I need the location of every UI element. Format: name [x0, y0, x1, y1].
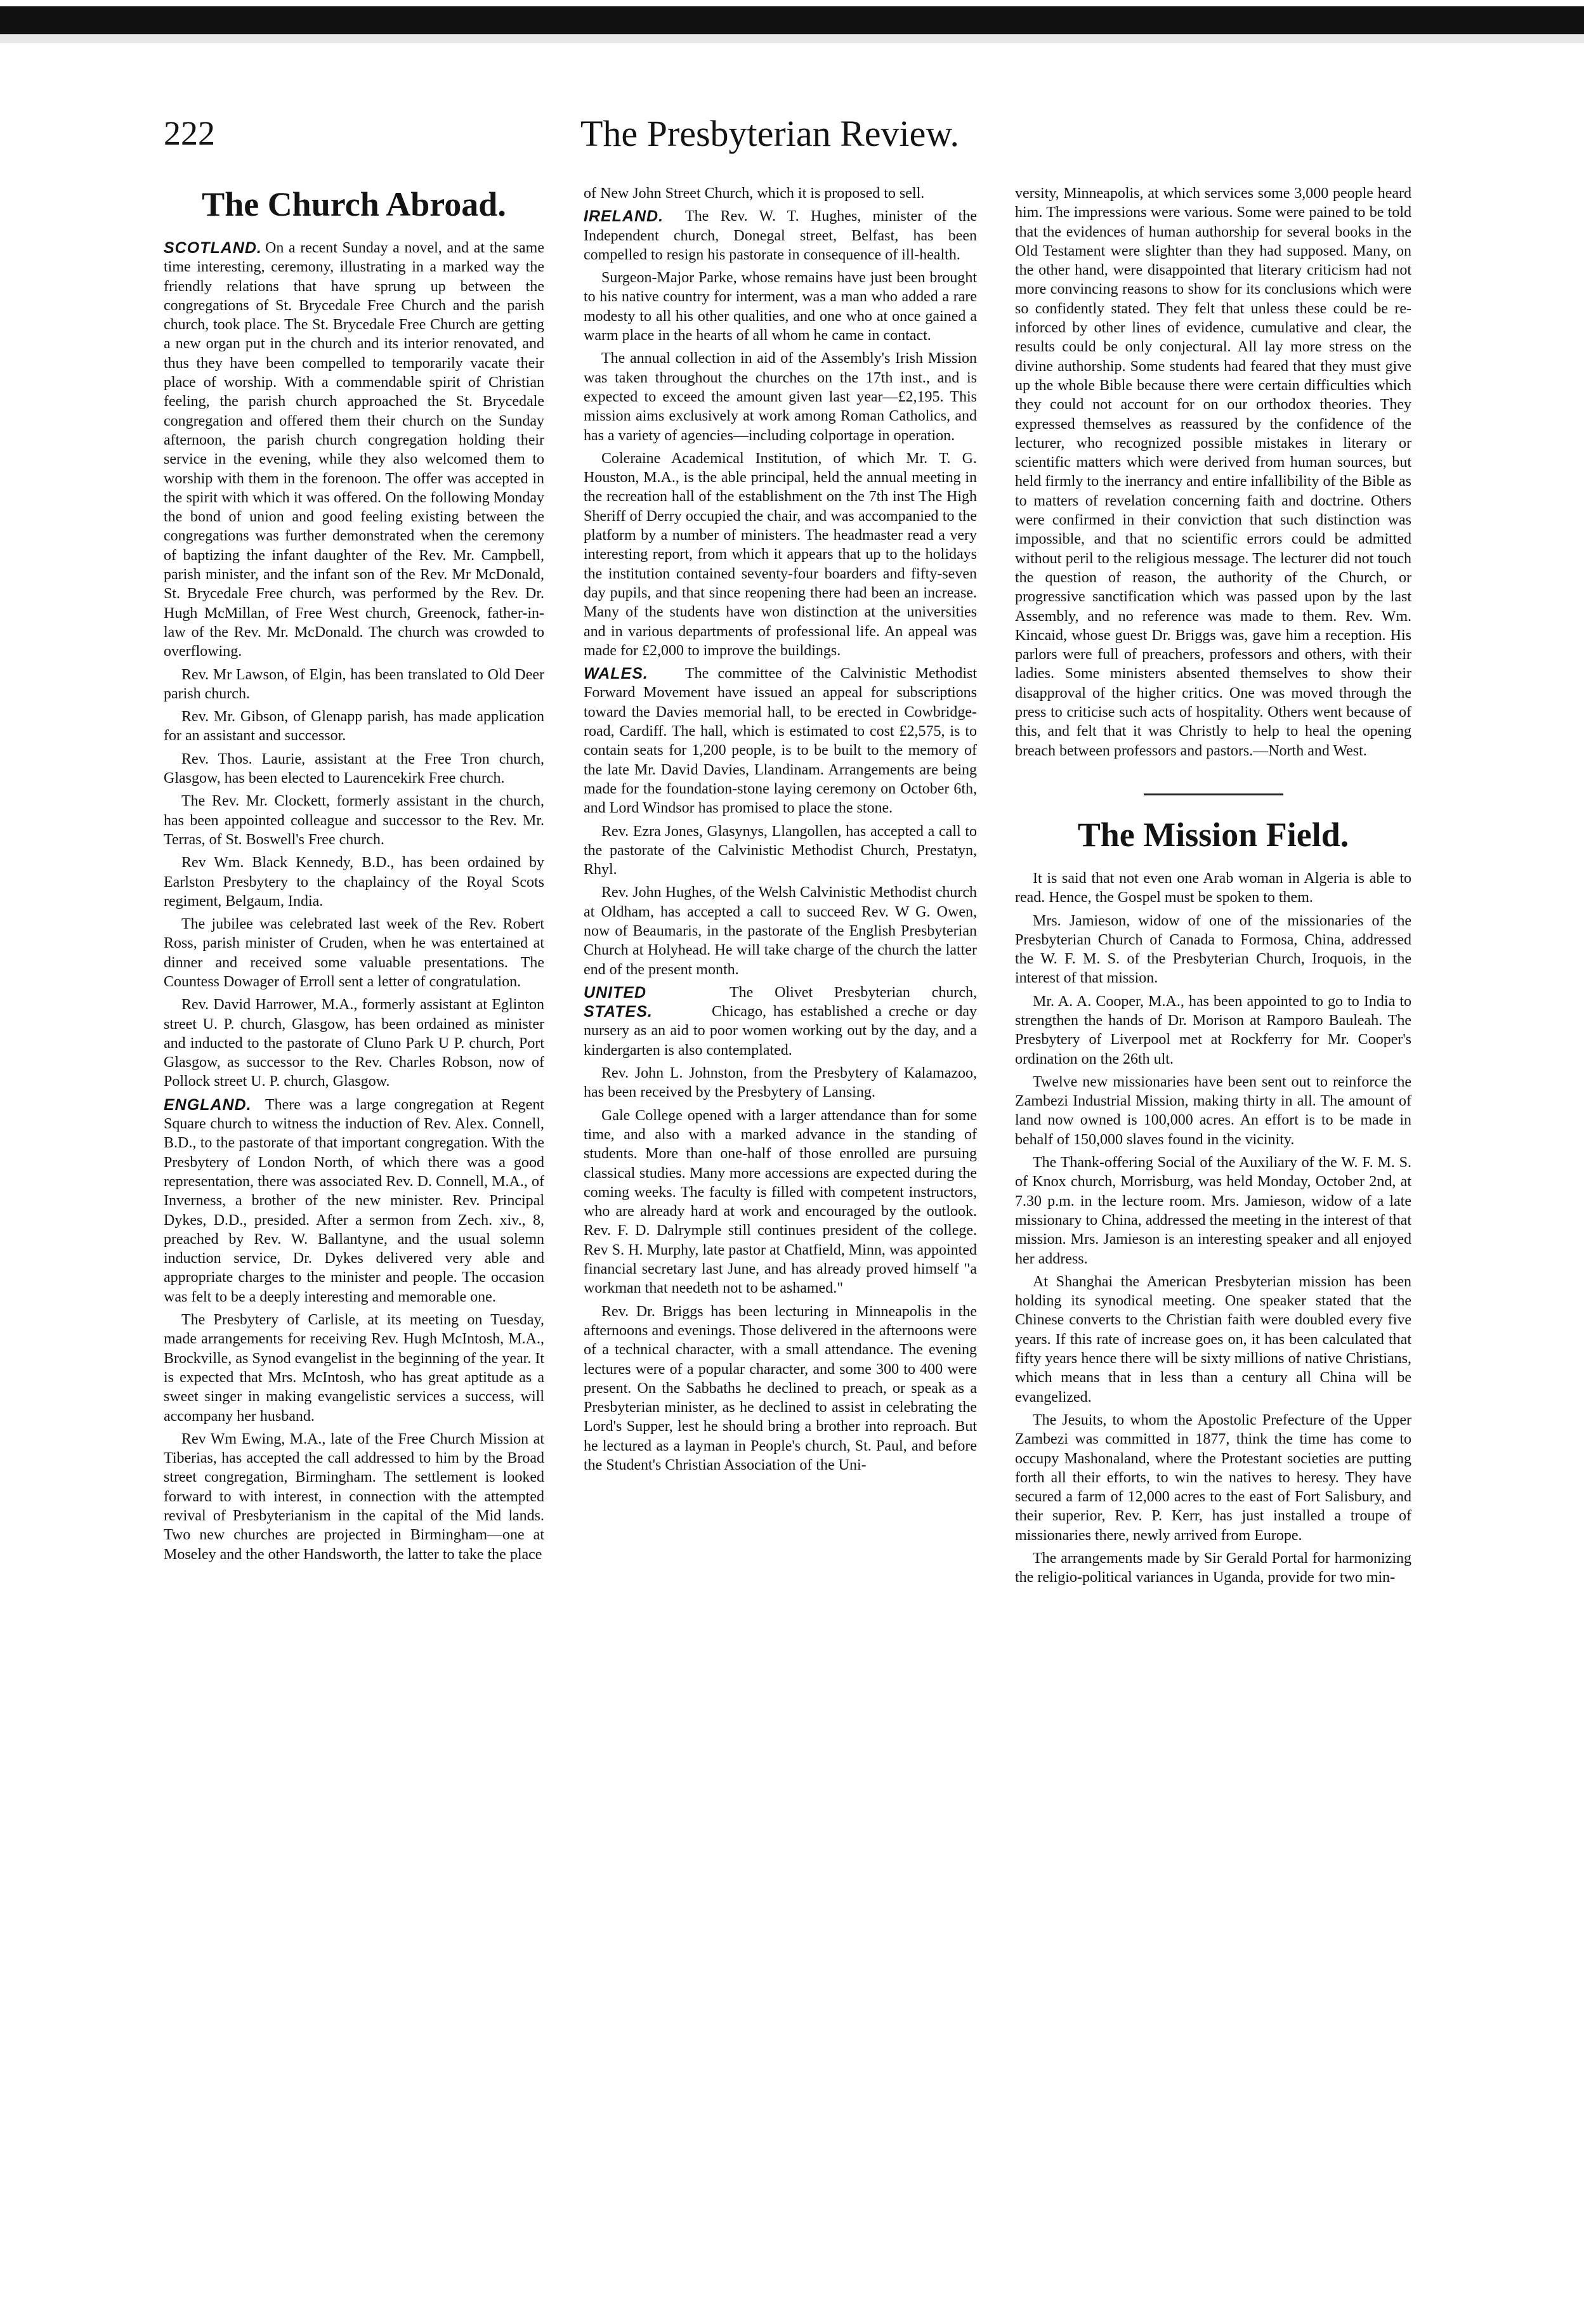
wales-para: Rev. John Hughes, of the Welsh Calvinistic Methodist church at Oldham, has accepted a call to succeed Rev. W G. Owen, now of Beaumaris, in the pastorate of the English Presbyterian Church at Holyhead. He will take charge of the church the latter end of the present month.: [584, 884, 977, 978]
mission-para: The Thank-offering Social of the Auxiliary of the W. F. M. S. of Knox church, Morrisburg, was held Monday, October 2nd, at 7.30 p.m. in the lecture room. Mrs. Jamieson, widow of a late missionary to China, addressed the meeting in the interest of that mission. Mrs. Jamieson is an interesting speaker and all enjoyed her address.: [1015, 1154, 1411, 1267]
mission-para: The Jesuits, to whom the Apostolic Prefecture of the Upper Zambezi was committed in 1877, think the time has come to occupy Mashonaland, where the Protestant societies are putting forth all their efforts, to win the natives to heresy. They have secured a farm of 12,000 acres to the east of Fort Salisbury, and their superior, Rev. P. Kerr, has just installed a troupe of missionaries there, newly arrived from Europe.: [1015, 1411, 1411, 1544]
mission-para: Mrs. Jamieson, widow of one of the missionaries of the Presbyterian Church of Canada to Formosa, China, addressed the W. F. M. S. of the Presbyterian Church, Iroquois, in the interest of that mission.: [1015, 912, 1411, 987]
running-title: The Presbyterian Review.: [580, 113, 959, 154]
column-3: [1015, 184, 1411, 1591]
mission-para: Mr. A. A. Cooper, M.A., has been appointed to go to India to strengthen the hands of Dr. Morison at Ramporo Bauleah. The Presbytery of Liverpool met at Rockferry for Mr. Cooper's ordination on the 26th ult.: [1015, 993, 1411, 1067]
scotland-label: SCOTLAND.: [164, 239, 262, 257]
mission-para: Twelve new missionaries have been sent out to reinforce the Zambezi Industrial Mission, making thirty in all. The amount of land now owned is 100,000 acres. An effort is to be made in behalf of 150,000 slaves found in the vicinity.: [1015, 1073, 1411, 1148]
scotland-para: Rev. Thos. Laurie, assistant at the Free Tron church, Glasgow, has been elected to Laurencekirk Free church.: [164, 750, 544, 787]
england-label: ENGLAND.: [164, 1095, 252, 1114]
continued-text: versity, Minneapolis, at which services some 3,000 people heard him. The impressions were various. Some were pained to be told that the evidences of human authorship for several books in the Old Testament were slighter than they had supposed. Many, on the other hand, were disappointed that literary criticism had not more convincing reasons to show for its conclusions which were so confidently stated. They felt that unless these could be re-inforced by other lines of evidence, cumulative and clear, the results could be only conjectural. All lay more stress on the divine authorship. Some students had feared that they must give up the whole Bible because there were certain difficulties which they could not account for on our orthodox theories. They expressed themselves as reassured by the confidence of the lecturer, who recognized possible mistakes in literary or scientific matters which were derived from human sources, but held firmly to the inerrancy and entire infallibility of the Bible as to matters of revelation concerning faith and doctrine. Others were confirmed in their conviction that such distinction was impossible, and that no scientific errors could be admitted without peril to the religious message. The lecturer did not touch the question of reason, the authority of the Church, or progressive sanctification which was passed upon by the last Assembly, and no reference was made to them. Rev. Wm. Kincaid, whose guest Dr. Briggs was, gave him a reception. His parlors were full of preachers, professors and others, with their ladies. Some ministers absented themselves to show their disapproval of the higher critics. One was moved through the press to criticise such acts of hospitality. Others went because of this, and felt that it was Christly to help to heal the opening breach between professors and pastors.—North and West.: [1015, 185, 1411, 759]
column-2: [584, 184, 977, 1479]
ireland-para-0: IRELAND. The Rev. W. T. Hughes, minister of the Independent church, Donegal street, Belfast, has been compelled to resign his pastorate in consequence of ill-health.: [584, 207, 977, 263]
mission-para: The arrangements made by Sir Gerald Portal for harmonizing the religio-political variances in Uganda, provide for two min-: [1015, 1550, 1411, 1586]
ireland-label: IRELAND.: [584, 207, 664, 226]
column-1: [164, 184, 544, 1568]
us-para: Rev. Dr. Briggs has been lecturing in Minneapolis in the afternoons and evenings. Those delivered in the afternoons were of a technical character, with a small attendance. The evening lectures were of a popular character, and some 300 to 400 were present. On the Sabbaths he declined to preach, or speak as a Presbyterian minister, as he declined to assist in celebrating the Lord's Supper, lest he should bring a brother into reproach. But he lectured as a layman in People's church, St. Paul, and before the Student's Christian Association of the Uni-: [584, 1303, 977, 1473]
us-para: Gale College opened with a larger attendance than for some time, and also with a marked advance in the standing of students. More than one-half of those enrolled are pursuing classical studies. Many more accessions are expected during the coming weeks. The faculty is filled with competent instructors, who are already hard at work and encouraged by the outlook. Rev. F. D. Dalrymple still continues president of the college. Rev S. H. Murphy, late pastor at Chatfield, Minn, was appointed financial secretary last June, and has already proved himself "a workman that needeth not to be ashamed.": [584, 1107, 977, 1297]
us-para: Rev. John L. Johnston, from the Presbytery of Kalamazoo, has been received by the Presbytery of Lansing.: [584, 1065, 977, 1101]
scotland-para: Rev Wm. Black Kennedy, B.D., has been ordained by Earlston Presbytery to the chaplaincy of the Royal Scots regiment, Belgaum, India.: [164, 854, 544, 910]
scan-top-border: [0, 6, 1584, 42]
ireland-para: The annual collection in aid of the Assembly's Irish Mission was taken throughout the churches on the 17th inst., and is expected to exceed the amount given last year—£2,195. This mission aims exclusively at work among Roman Catholics, and has a variety of agencies—including colportage in operation.: [584, 350, 977, 444]
us-para-0: UNITED STATES. The Olivet Presbyterian church, Chicago, has established a creche or day nursery as an aid to poor women working out by the day, and a kindergarten is also contemplated.: [584, 983, 977, 1059]
scotland-para: The jubilee was celebrated last week of the Rev. Robert Ross, parish minister of Cruden, when he was entertained at dinner and received some valuable presentations. The Countess Dowager of Erroll sent a letter of congratulation.: [164, 916, 544, 990]
ireland-para: Surgeon-Major Parke, whose remains have just been brought to his native country for interment, was a man who added a rare modesty to all his other qualities, and one who at once gained a warm place in the hearts of all whom he came in contact.: [584, 270, 977, 344]
scotland-para: Rev. Mr Lawson, of Elgin, has been translated to Old Deer parish church.: [164, 666, 544, 702]
england-para: Rev Wm Ewing, M.A., late of the Free Church Mission at Tiberias, has accepted the call addressed to him by the Broad street congregation, Birmingham. The settlement is looked forward to with interest, in connection with the attempted revival of Presbyterianism in the capital of the Mid lands. Two new churches are projected in Birmingham—one at Moseley and the other Handsworth, the latter to take the place: [164, 1430, 544, 1563]
england-para-0: ENGLAND. There was a large congregation at Regent Square church to witness the induction of Rev. Alex. Connell, B.D., to the pastorate of that important congregation. With the Presbytery of London North, of which there was a good representation, there was associated Rev. D. Connell, M.A., of Inverness, a brother of the new minister. Rev. Principal Dykes, D.D., presided. After a sermon from Zech. xiv., 8, preached by Rev. W. Ballantyne, and the usual solemn induction service, Dr. Dykes delivered very able and appropriate charges to the minister and people. The occasion was felt to be a deeply interesting and memorable one.: [164, 1095, 544, 1305]
page-number: 222: [164, 114, 215, 152]
wales-para-0: WALES. The committee of the Calvinistic Methodist Forward Movement have issued an appeal for subscriptions toward the Davies memorial hall, to be erected in Cowbridge-road, Cardiff. The hall, which is estimated to cost £2,575, is to contain seats for 1,200 people, is to be built to the memory of the late Mr. David Davies, Llandinam. Arrangements are being made for the foundation-stone laying ceremony on October 6th, and Lord Windsor has promised to place the stone.: [584, 665, 977, 817]
scotland-para: The Rev. Mr. Clockett, formerly assistant in the church, has been appointed colleague and successor to the Rev. Mr. Terras, of St. Boswell's Free church.: [164, 793, 544, 848]
ireland-para: Coleraine Academical Institution, of which Mr. T. G. Houston, M.A., is the able principal, held the annual meeting in the recreation hall of the establishment on the 7th inst The High Sheriff of Derry occupied the chair, and was accompanied to the platform by a number of ministers. The headmaster read a very interesting report, from which it appears that up to the holidays the institution contained seventy-four boarders and fifty-seven day pupils, and that since reopening there had been an increase. Many of the students have won distinction at the universities and in various departments of professional life. An appeal was made for £2,000 to improve the buildings.: [584, 450, 977, 659]
mission-field-title: The Mission Field.: [1077, 815, 1349, 854]
scotland-para: Rev. Mr. Gibson, of Glenapp parish, has made application for an assistant and successor.: [164, 708, 544, 745]
continued-text: of New John Street Church, which it is proposed to sell.: [584, 185, 925, 202]
scotland-para: Rev. David Harrower, M.A., formerly assistant at Eglinton street U. P. church, Glasgow, has been ordained as minister and inducted to the pastorate of Cluno Park U P. church, Port Glasgow, as successor to the Rev. Charles Robson, now of Pollock street U. P. church, Glasgow.: [164, 996, 544, 1090]
united-states-label: UNITED STATES.: [584, 983, 653, 1021]
wales-label: WALES.: [584, 665, 648, 683]
mission-para: At Shanghai the American Presbyterian mission has been holding its synodical meeting. One speaker stated that the Chinese converts to the Christian faith were doubled every five years. If this rate of increase goes on, it has been calculated that fifty years hence there will be sixty millions of native Christians, which means that in less than a century all China will be evangelized.: [1015, 1273, 1411, 1406]
church-abroad-title: The Church Abroad.: [202, 185, 506, 223]
section-divider: [1144, 793, 1283, 795]
england-para: The Presbytery of Carlisle, at its meeting on Tuesday, made arrangements for receiving Rev. Hugh McIntosh, M.A., Brockville, as Synod evangelist in the beginning of the year. It is expected that Mrs. McIntosh, who has great aptitude as a sweet singer in making evangelistic services a success, will accompany her husband.: [164, 1312, 544, 1425]
mission-para: It is said that not even one Arab woman in Algeria is able to read. Hence, the Gospel must be spoken to them.: [1015, 870, 1411, 906]
wales-para: Rev. Ezra Jones, Glasynys, Llangollen, has accepted a call to the pastorate of the Calvinistic Methodist Church, Prestatyn, Rhyl.: [584, 823, 977, 878]
scotland-para-0: SCOTLAND. On a recent Sunday a novel, and at the same time interesting, ceremony, illustrating in a marked way the friendly relations that have sprung up between the congregations of St. Brycedale Free Church and the parish church, took place. The St. Brycedale Free Church are getting a new organ put in the church and its interior renovated, and thus they have been compelled to temporarily vacate their place of worship. With a commendable spirit of Christian feeling, the parish church approached the St. Brycedale congregation and offered them their church on the Sunday afternoon, the parish church congregation holding their service in the evening, while they also welcomed them to worship with them in the forenoon. The offer was accepted in the spirit with which it was offered. On the following Monday the bond of union and good feeling existing between the congregations was further demonstrated when the ceremony of baptizing the infant daughter of the Rev. Mr. Campbell, parish minister, and the infant son of the Rev. Mr McDonald, St. Brycedale Free church, was performed by the Rev. Dr. Hugh McMillan, of Free West church, Greenock, father-in-law of the Rev. Mr. McDonald. The church was crowded to overflowing.: [164, 239, 544, 660]
